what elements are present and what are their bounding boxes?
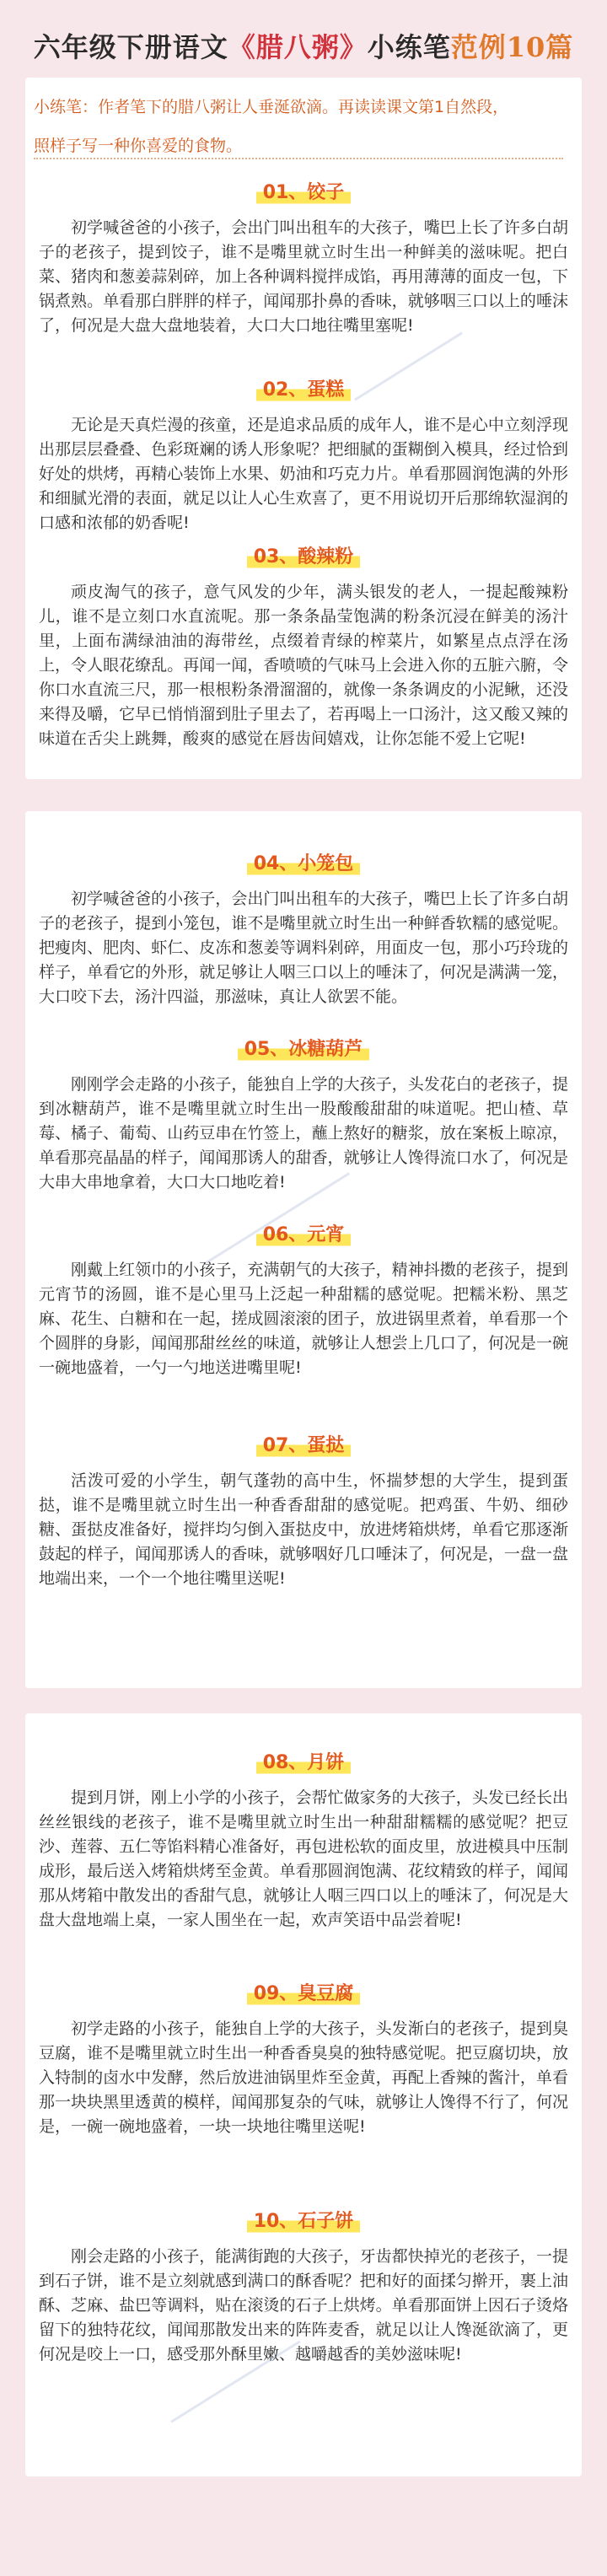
section-heading-08: 08、月饼 — [0, 1750, 607, 1776]
section-text-02: 无论是天真烂漫的孩童，还是追求品质的成年人，谁不是心中立刻浮现出那层层叠叠、色彩斑斓的诱人形象呢？把细腻的蛋糊倒入模具，经过恰到好处的烘烤，再精心装饰上水果、奶油和巧克力片。单看那圆润饱满的外形和细腻光滑的表面，就足以让人心生欢喜了，更不用说切开后那绵软湿润的口感和浓郁的奶香呢! — [39, 416, 568, 532]
section-heading-05: 05、冰糖葫芦 — [0, 1037, 607, 1062]
section-heading-06: 06、元宵 — [0, 1223, 607, 1248]
instruction-line-2: 照样子写一种你喜爱的食物。 — [34, 137, 243, 155]
instruction-line-1: 小练笔：作者笔下的腊八粥让人垂涎欲滴。再读读课文第1自然段， — [34, 98, 509, 116]
page-title — [0, 29, 607, 66]
section-heading-01: 01、饺子 — [0, 180, 607, 206]
section-heading-10: 10、石子饼 — [0, 2209, 607, 2235]
section-heading-03: 03、酸辣粉 — [0, 545, 607, 570]
section-heading-04: 04、小笼包 — [0, 852, 607, 877]
section-text-03: 顽皮淘气的孩子，意气风发的少年，满头银发的老人，一提起酸辣粉儿，谁不是立刻口水直流呢。那一条条晶莹饱满的粉条沉浸在鲜美的汤汁里，上面布满绿油油的海带丝，点缀着青绿的榨菜片，如繁星点点浮在汤上，令人眼花缭乱。再闻一闻，香喷喷的气味马上会进入你的五脏六腑，令你口水直流三尺，那一根根粉条滑溜溜的，就像一条条调皮的小泥鳅，还没来得及嚼，它早已悄悄溜到肚子里去了，若再喝上一口汤汁，这又酸又辣的味道在舌尖上跳舞，酸爽的感觉在唇齿间嬉戏，让你怎能不爱上它呢! — [39, 583, 568, 748]
section-text-05: 刚刚学会走路的小孩子，能独自上学的大孩子，头发花白的老孩子，提到冰糖葫芦，谁不是嘴里就立时生出一股酸酸甜甜的味道呢。把山楂、草莓、橘子、葡萄、山药豆串在竹签上，蘸上熬好的糖浆，放在案板上晾凉，单看那亮晶晶的样子，闻闻那诱人的甜香，就够让人馋得流口水了，何况是大串大串地拿着，大口大口地吃着! — [39, 1075, 568, 1191]
section-heading-09: 09、臭豆腐 — [0, 1982, 607, 2007]
section-text-09: 初学走路的小孩子，能独自上学的大孩子，头发渐白的老孩子，提到臭豆腐，谁不是嘴里就立时生出一种香香臭臭的独特感觉呢。把豆腐切块，放入特制的卤水中发酵，然后放进油锅里炸至金黄，再配上香辣的酱汁，单看那一块块黑里透黄的模样，闻闻那复杂的气味，就够让人馋得不行了，何况是，一碗一碗地盛着，一块一块地往嘴里送呢! — [39, 2019, 568, 2136]
section-text-08: 提到月饼，刚上小学的小孩子，会帮忙做家务的大孩子，头发已经长出丝丝银线的老孩子，谁不是嘴里就立时生出一种甜甜糯糯的感觉呢？把豆沙、莲蓉、五仁等馅料精心准备好，再包进松软的面皮里，放进模具中压制成形，最后送入烤箱烘烤至金黄。单看那圆润饱满、花纹精致的样子，闻闻那从烤箱中散发出的香甜气息，就够让人咽三四口以上的唾沫了，何况是大盘大盘地端上桌，一家人围坐在一起，欢声笑语中品尝着呢! — [39, 1788, 568, 1929]
section-heading-07: 07、蛋挞 — [0, 1433, 607, 1459]
title-lesson: 《腊八粥》 — [228, 31, 368, 63]
section-heading-02: 02、蛋糕 — [0, 378, 607, 403]
section-text-01: 初学喊爸爸的小孩子，会出门叫出租车的大孩子，嘴巴上长了许多白胡子的老孩子，提到饺子，谁不是嘴里就立时生出一种鲜美的滋味呢。把白菜、猪肉和葱姜蒜剁碎，加上各种调料搅拌成馅，再用薄薄的面皮一包，下锅煮熟。单看那白胖胖的样子，闻闻那扑鼻的香味，就够咽三口以上的唾沫了，何况是大盘大盘地装着，大口大口地往嘴里塞呢! — [39, 218, 568, 335]
title-grade: 六年级下册语文 — [33, 31, 228, 63]
section-text-10: 刚会走路的小孩子，能满街跑的大孩子，牙齿都快掉光的老孩子，一提到石子饼，谁不是立刻就感到满口的酥香呢？把和好的面揉匀擀开，裹上油酥、芝麻、盐巴等调料，贴在滚烫的石子上烘烤。单看那面饼上因石子烫烙留下的独特花纹，闻闻那散发出来的阵阵麦香，就足以让人馋涎欲滴了，更何况是咬上一口，感受那外酥里嫩、越嚼越香的美妙滋味呢! — [39, 2247, 568, 2364]
title-exercise: 小练笔 — [367, 31, 451, 63]
title-count: 范例10篇 — [450, 31, 574, 63]
exercise-instruction — [34, 88, 573, 165]
section-text-06: 刚戴上红领巾的小孩子，充满朝气的大孩子，精神抖擞的老孩子，提到元宵节的汤圆，谁不是心里马上泛起一种甜糯的感觉呢。把糯米粉、黑芝麻、花生、白糖和在一起，搓成圆滚滚的团子，放进锅里煮着，单看那一个个圆胖的身影，闻闻那甜丝丝的味道，就够让人想尝上几口了，何况是一碗一碗地盛着，一勺一勺地送进嘴里呢! — [39, 1261, 568, 1377]
section-text-07: 活泼可爱的小学生，朝气蓬勃的高中生，怀揣梦想的大学生，提到蛋挞，谁不是嘴里就立时生出一种香香甜甜的感觉呢。把鸡蛋、牛奶、细砂糖、蛋挞皮准备好，搅拌均匀倒入蛋挞皮中，放进烤箱烘烤，单看它那逐渐鼓起的样子，闻闻那诱人的香味，就够咽好几口唾沫了，何况是，一盘一盘地端出来，一个一个地往嘴里送呢! — [39, 1471, 568, 1588]
section-text-04: 初学喊爸爸的小孩子，会出门叫出租车的大孩子，嘴巴上长了许多白胡子的老孩子，提到小笼包，谁不是嘴里就立时生出一种鲜香软糯的感觉呢。把瘦肉、肥肉、虾仁、皮冻和葱姜等调料剁碎，用面皮一包，那小巧玲珑的样子，单看它的外形，就足够让人咽三口以上的唾沫了，何况是满满一笼，大口咬下去，汤汁四溢，那滋味，真让人欲罢不能。 — [39, 890, 568, 1006]
